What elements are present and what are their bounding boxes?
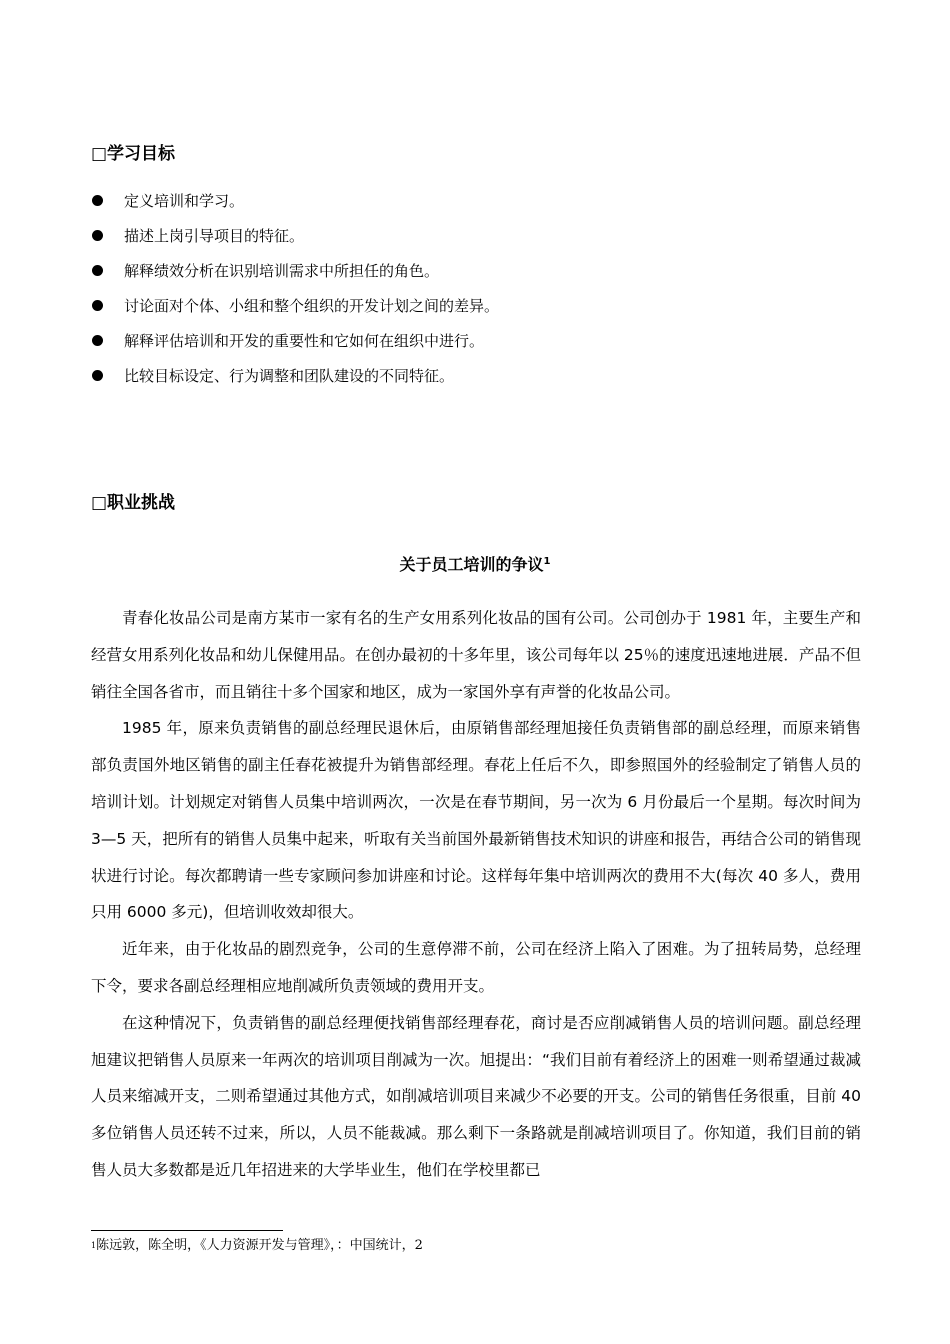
list-item <box>91 293 851 328</box>
objective-text: 解释评估培训和开发的重要性和它如何在组织中进行。 <box>124 332 485 350</box>
footnote <box>91 1237 423 1255</box>
objective-text: 定义培训和学习。 <box>124 192 245 210</box>
objective-text: 讨论面对个体、小组和整个组织的开发计划之间的差异。 <box>124 297 500 315</box>
objective-text: 解释绩效分析在识别培训需求中所担任的角色。 <box>124 262 440 280</box>
footnote-marker: 1 <box>543 556 551 567</box>
footnote-text: 陈远敦，陈全明，《人力资源开发与管理》，：中国统计，2 <box>96 1238 423 1253</box>
paragraph: 在这种情况下，负责销售的副总经理便找销售部经理春花，商讨是否应削减销售人员的培训问题。副总经理旭建议把销售人员原来一年两次的培训项目削减为一次。旭提出：“我们目前有着经济上的困难一则希望通过裁减人员来缩减开支，二则希望通过其他方式，如削减培训项目来减少不必要的开支。公司的销售任务很重，目前 40 多位销售人员还转不过来，所以，人员不能裁减。那么剩下一条路就是削减培训项目了。你知道，我们目前的销售人员大多数都是近几年招进来的大学毕业生，他们在学校里都已 <box>91 1013 861 1179</box>
learning-objectives-list <box>91 188 851 398</box>
bullet-icon <box>92 230 103 241</box>
bullet-icon <box>92 335 103 346</box>
bullet-icon <box>92 370 103 381</box>
objective-text: 比较目标设定、行为调整和团队建设的不同特征。 <box>124 367 455 385</box>
paragraph: 1985 年，原来负责销售的副总经理民退休后，由原销售部经理旭接任负责销售部的副总经理，而原来销售部负责国外地区销售的副主任春花被提升为销售部经理。春花上任后不久，即参照国外的经验制定了销售人员的培训计划。计划规定对销售人员集中培训两次，一次是在春节期间，另一次为 6 月份最后一个星期。每次时间为 3—5 天，把所有的销售人员集中起来，听取有关当前国外最新销售技术知识的讲座和报告，再结合公司的销售现状进行讨论。每次都聘请一些专家顾问参加讲座和讨论。这样每年集中培训两次的费用不大(每次 40 多人，费用只用 6000 多元)，但培训收效却很大。 <box>91 719 861 922</box>
list-item <box>91 363 851 398</box>
bullet-icon <box>92 300 103 311</box>
section-heading-career-challenge: □职业挑战 <box>91 493 176 513</box>
paragraph: 近年来，由于化妆品的剧烈竞争，公司的生意停滞不前，公司在经济上陷入了困难。为了扭转局势，总经理下令，要求各副总经理相应地削减所负责领域的费用开支。 <box>91 940 861 995</box>
list-item <box>91 328 851 363</box>
list-item <box>91 258 851 293</box>
article-title-text: 关于员工培训的争议 <box>399 555 544 574</box>
footnote-number: 1 <box>91 1241 97 1250</box>
section-heading-learning-objectives: □学习目标 <box>91 144 176 164</box>
article-title <box>0 553 950 577</box>
list-item <box>91 223 851 258</box>
article-body <box>91 600 861 1189</box>
objective-text: 描述上岗引导项目的特征。 <box>124 227 305 245</box>
bullet-icon <box>92 195 103 206</box>
paragraph: 青春化妆品公司是南方某市一家有名的生产女用系列化妆品的国有公司。公司创办于 1981 年，主要生产和经营女用系列化妆品和幼儿保健用品。在创办最初的十多年里，该公司每年以 25％的速度迅速地进展．产品不但销往全国各省市，而且销往十多个国家和地区，成为一家国外享有声誉的化妆品公司。 <box>91 609 861 701</box>
footnote-divider <box>91 1230 283 1231</box>
bullet-icon <box>92 265 103 276</box>
list-item <box>91 188 851 223</box>
